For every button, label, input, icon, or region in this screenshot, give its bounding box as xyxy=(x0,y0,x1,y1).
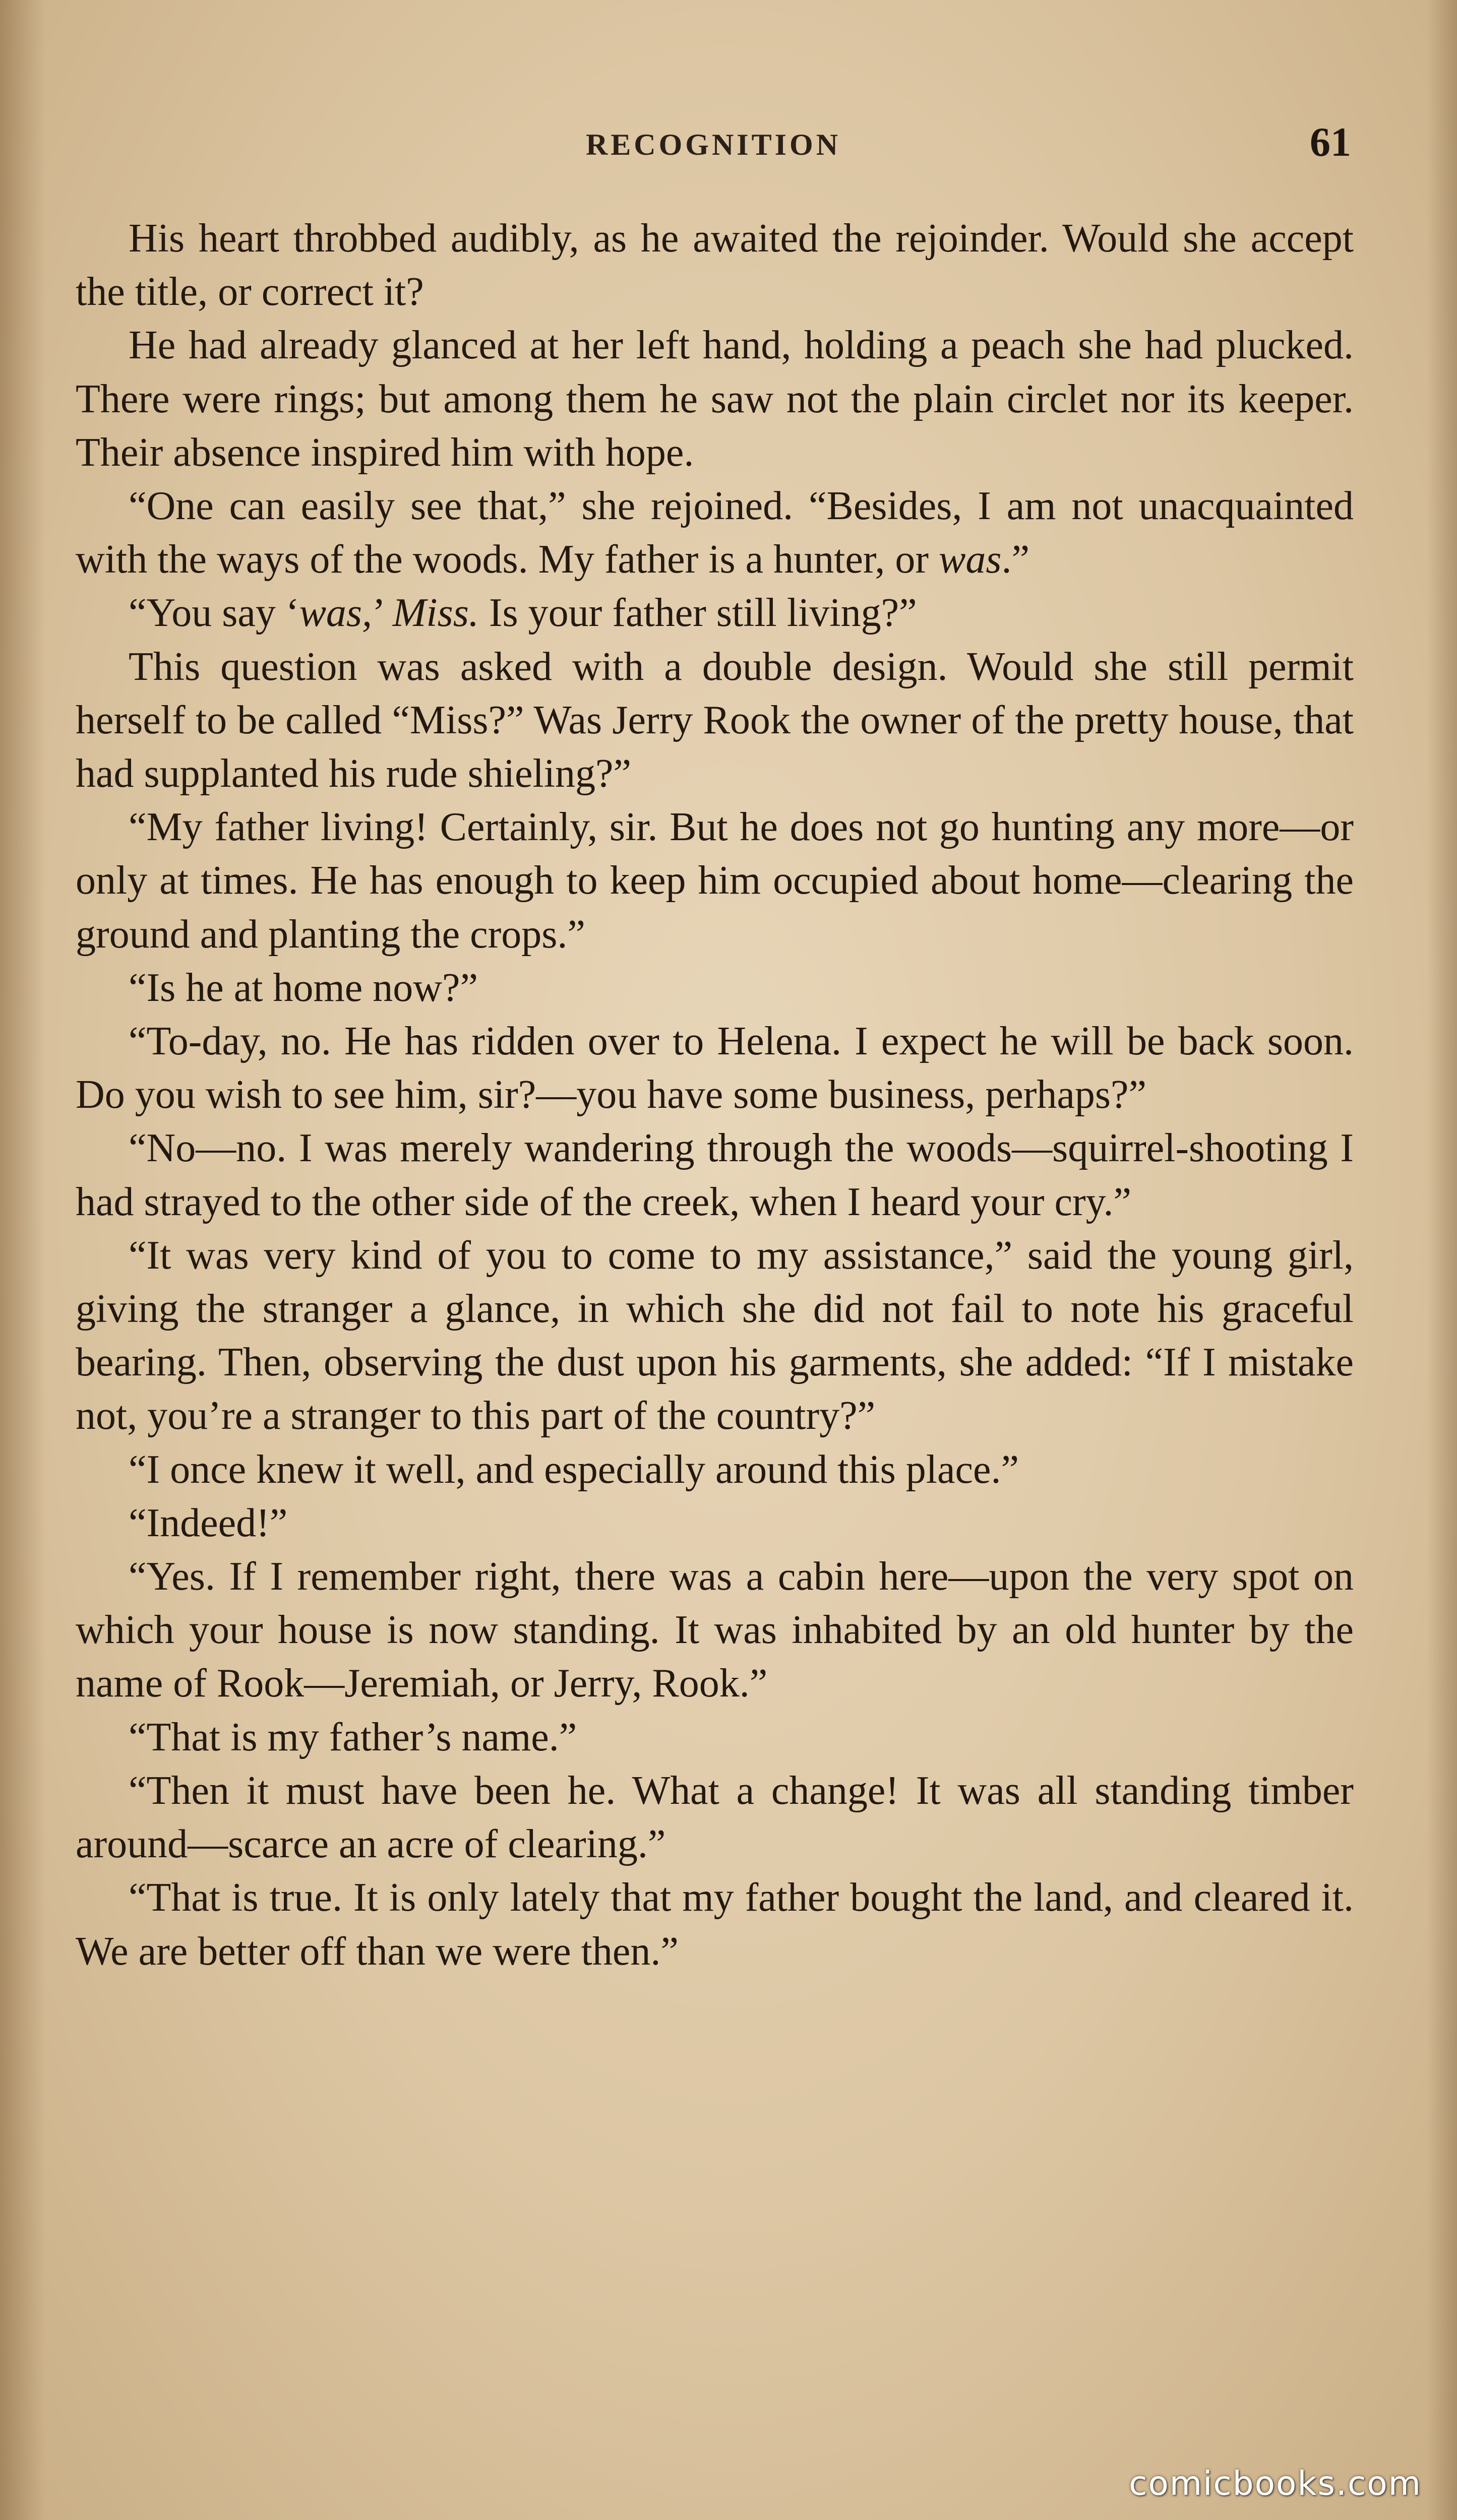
paragraph-text: This question was asked with a double design. Would she still permit herself to be called “Miss?” Was Jerry Rook the owner of the pretty house, that had supplanted his rude shieling?” xyxy=(76,644,1354,796)
paragraph xyxy=(76,1496,1354,1550)
paragraph-text: “You say ‘ xyxy=(129,591,299,636)
paragraph-text: “That is my father’s name.” xyxy=(129,1715,577,1759)
paragraph xyxy=(76,1711,1354,1764)
body-text xyxy=(76,212,1354,1978)
paragraph-text: “To-day, no. He has ridden over to Helena. I expect he will be back soon. Do you wish to see him, sir?—you have some business, perhaps?” xyxy=(76,1019,1354,1117)
paragraph-text: “My father living! Certainly, sir. But he does not go hunting any more—or only at times. He has enough to keep him occupied about home—clearing the ground and planting the crops.” xyxy=(76,805,1354,957)
paragraph-text: ’ xyxy=(372,591,393,636)
paragraph xyxy=(76,479,1354,586)
italic-text: was xyxy=(939,537,1002,582)
page-number: 61 xyxy=(1310,119,1351,165)
paragraph-text: “Yes. If I remember right, there was a cabin here—upon the very spot on which your house is now standing. It was inhabited by an old hunter by the name of Rook—Jeremiah, or Jerry, Rook.” xyxy=(76,1554,1354,1706)
paragraph-text: Is your father still living?” xyxy=(478,591,917,636)
paragraph xyxy=(76,212,1354,319)
paragraph xyxy=(76,1550,1354,1711)
paragraph xyxy=(76,800,1354,961)
italic-text: was, xyxy=(299,591,373,636)
paragraph xyxy=(76,586,1354,640)
running-head xyxy=(76,118,1351,164)
paragraph-text: “Then it must have been he. What a change! It was all standing timber around—scarce an acre of clearing.” xyxy=(76,1768,1354,1867)
paragraph xyxy=(76,1871,1354,1978)
paragraph-text: He had already glanced at her left hand, holding a peach she had plucked. There were rings; but among them he saw not the plain circlet nor its keeper. Their absence inspired him with hope. xyxy=(76,323,1354,475)
page-edge-shadow-left xyxy=(0,0,45,2520)
paragraph-text: “That is true. It is only lately that my father bought the land, and cleared it. We are better off than we were then.” xyxy=(76,1875,1354,1974)
paragraph xyxy=(76,1015,1354,1121)
paragraph-text: “Is he at home now?” xyxy=(129,965,478,1010)
paragraph-text: “No—no. I was merely wandering through the woods—squirrel-shooting I had strayed to the other side of the creek, when I heard your cry.” xyxy=(76,1126,1354,1224)
paragraph xyxy=(76,1229,1354,1443)
paragraph-text: .” xyxy=(1001,537,1030,582)
paragraph-text: His heart throbbed audibly, as he awaited the rejoinder. Would she accept the title, or correct it? xyxy=(76,216,1354,314)
paragraph xyxy=(76,1443,1354,1496)
paragraph xyxy=(76,319,1354,479)
paragraph xyxy=(76,961,1354,1015)
running-title: RECOGNITION xyxy=(585,128,841,161)
paragraph-text: “One can easily see that,” she rejoined. “Besides, I am not unacquainted with the ways of the woods. My father is a hunter, or xyxy=(76,484,1354,582)
paragraph-text: “It was very kind of you to come to my assistance,” said the young girl, giving the stranger a glance, in which she did not fail to note his graceful bearing. Then, observing the dust upon his garments, she added: “If I mistake not, you’re a stranger to this part of the country?” xyxy=(76,1233,1354,1438)
watermark: comicbooks.com xyxy=(1129,2464,1422,2503)
paragraph xyxy=(76,1764,1354,1871)
paragraph xyxy=(76,640,1354,801)
paragraph-text: “Indeed!” xyxy=(129,1500,288,1545)
page-edge-shadow-right xyxy=(1427,0,1457,2520)
paragraph xyxy=(76,1121,1354,1228)
paragraph-text: “I once knew it well, and especially around this place.” xyxy=(129,1447,1019,1492)
italic-text: Miss. xyxy=(392,591,479,636)
